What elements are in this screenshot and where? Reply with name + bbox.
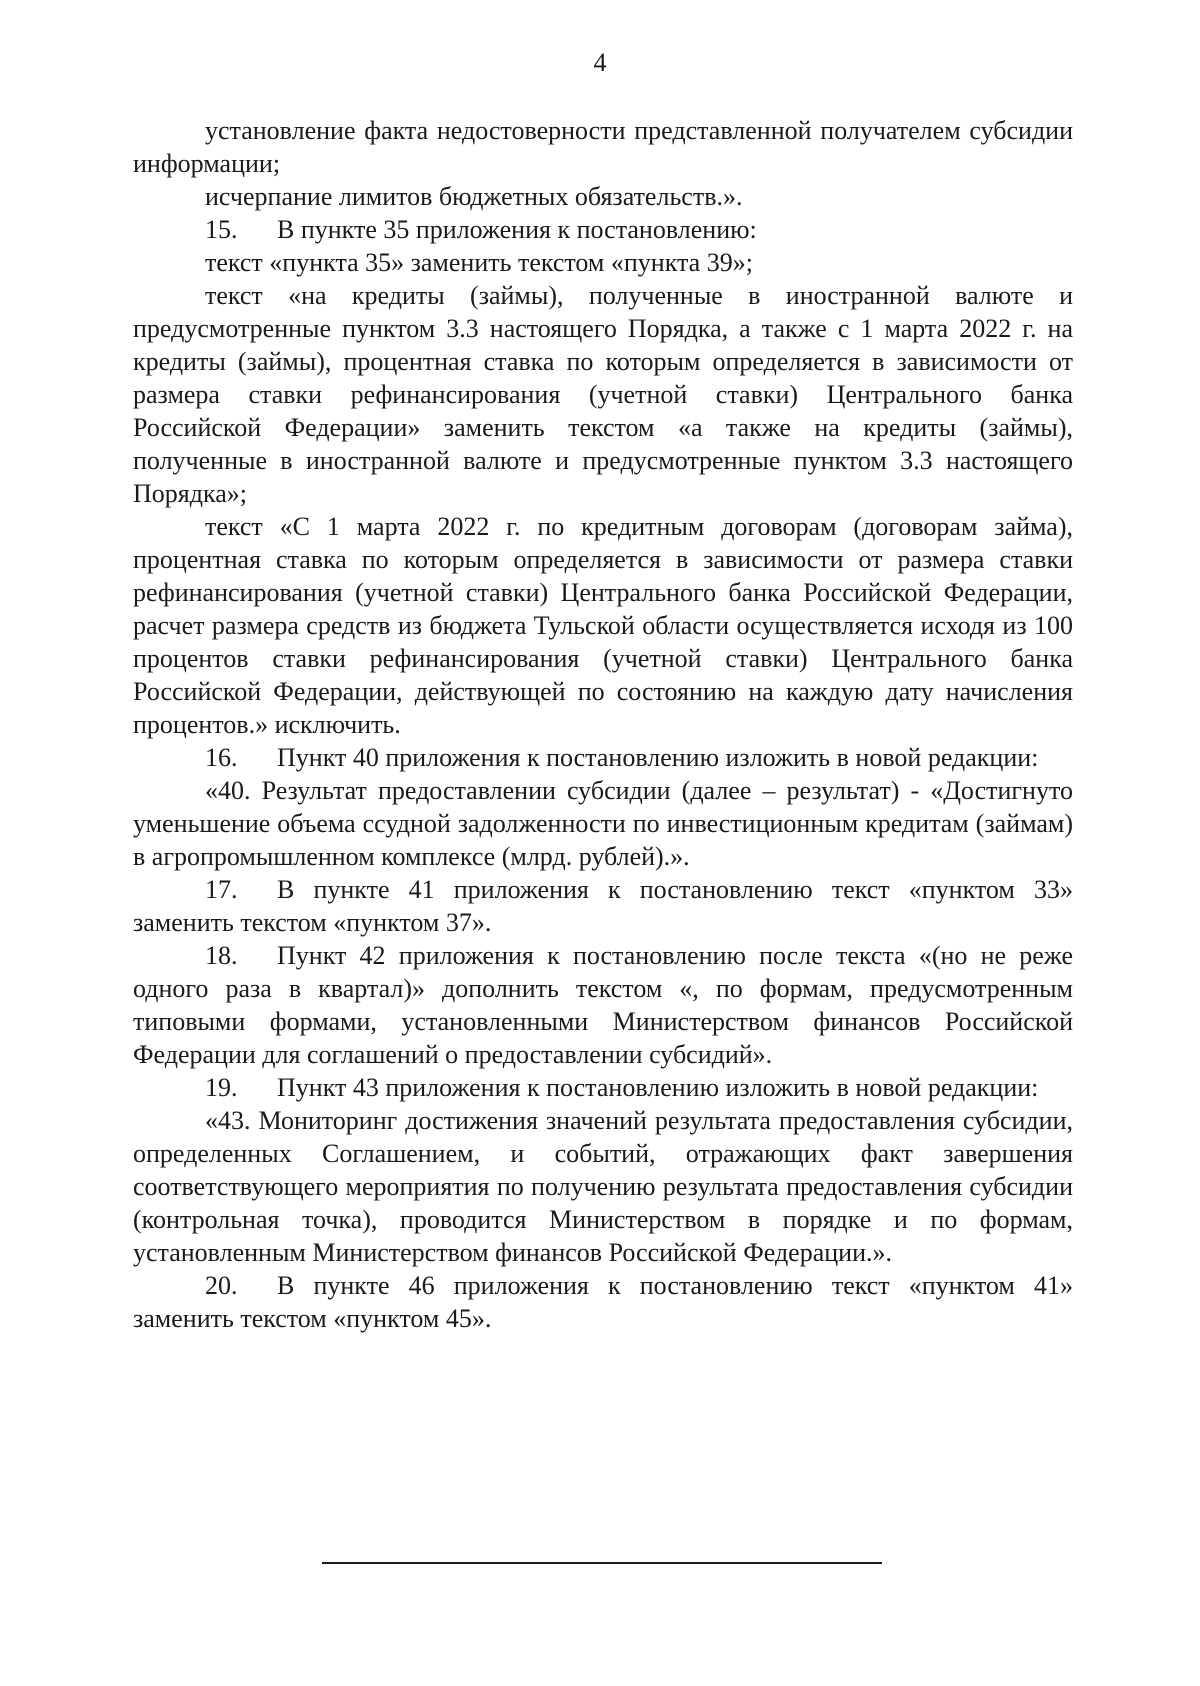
- numbered-paragraph: [133, 873, 1073, 939]
- paragraph-text: «43. Мониторинг достижения значений результата предоставления субсидии, определенных Соглашением, и событий, отражающих факт завершения соответствующего мероприятия по получению результата предоставления субсидии (контрольная точка), проводится Министерством в порядке и по формам, установленным Министерством финансов Российской Федерации.».: [133, 1106, 1073, 1267]
- paragraph-text: В пункте 35 приложения к постановлению:: [277, 215, 757, 244]
- paragraph: [133, 246, 1073, 279]
- item-number: 17.: [205, 875, 238, 904]
- paragraph-text: Пункт 43 приложения к постановлению изложить в новой редакции:: [277, 1073, 1039, 1102]
- paragraph-text: Пункт 42 приложения к постановлению после текста «(но не реже одного раза в квартал)» дополнить текстом «, по формам, предусмотренным типовыми формами, установленными Министерством финансов Российской Федерации для соглашений о предоставлении субсидий».: [133, 941, 1073, 1069]
- paragraph: [133, 774, 1073, 873]
- numbered-paragraph: [133, 1269, 1073, 1335]
- paragraph-text: текст «на кредиты (займы), полученные в иностранной валюте и предусмотренные пунктом 3.3 настоящего Порядка, а также с 1 марта 2022 г. на кредиты (займы), процентная ставка по которым определяется в зависимости от размера ставки рефинансирования (учетной ставки) Центрального банка Российской Федерации» заменить текстом «а также на кредиты (займы), полученные в иностранной валюте и предусмотренные пунктом 3.3 настоящего Порядка»;: [133, 281, 1073, 508]
- paragraph-text: текст «С 1 марта 2022 г. по кредитным договорам (договорам займа), процентная ставка по которым определяется в зависимости от размера ставки рефинансирования (учетной ставки) Центрального банка Российской Федерации, расчет размера средств из бюджета Тульской области осуществляется исходя из 100 процентов ставки рефинансирования (учетной ставки) Центрального банка Российской Федерации, действующей по состоянию на каждую дату начисления процентов.» исключить.: [133, 512, 1073, 739]
- numbered-paragraph: [133, 741, 1073, 774]
- numbered-paragraph: [133, 213, 1073, 246]
- numbered-paragraph: [133, 1071, 1073, 1104]
- numbered-paragraph: [133, 939, 1073, 1071]
- paragraph-text: «40. Результат предоставлении субсидии (далее – результат) - «Достигнуто уменьшение объема ссудной задолженности по инвестиционным кредитам (займам) в агропромышленном комплексе (млрд. рублей).».: [133, 776, 1073, 871]
- item-number: 18.: [205, 941, 238, 970]
- item-number: 19.: [205, 1073, 238, 1102]
- item-number: 20.: [205, 1271, 238, 1300]
- document-body: [133, 114, 1073, 1335]
- item-number: 16.: [205, 743, 238, 772]
- paragraph-text: исчерпание лимитов бюджетных обязательств.».: [205, 182, 743, 211]
- paragraph: [133, 180, 1073, 213]
- paragraph-text: установление факта недостоверности представленной получателем субсидии информации;: [133, 116, 1073, 178]
- paragraph: [133, 279, 1073, 510]
- paragraph: [133, 510, 1073, 741]
- paragraph: [133, 114, 1073, 180]
- end-of-document-rule: [322, 1562, 882, 1564]
- paragraph-text: Пункт 40 приложения к постановлению изложить в новой редакции:: [277, 743, 1039, 772]
- page-number: 4: [593, 48, 607, 77]
- paragraph-text: текст «пункта 35» заменить текстом «пункта 39»;: [205, 248, 753, 277]
- paragraph-text: В пункте 41 приложения к постановлению текст «пунктом 33» заменить текстом «пунктом 37».: [133, 875, 1073, 937]
- paragraph-text: В пункте 46 приложения к постановлению текст «пунктом 41» заменить текстом «пунктом 45».: [133, 1271, 1073, 1333]
- item-number: 15.: [205, 215, 238, 244]
- paragraph: [133, 1104, 1073, 1269]
